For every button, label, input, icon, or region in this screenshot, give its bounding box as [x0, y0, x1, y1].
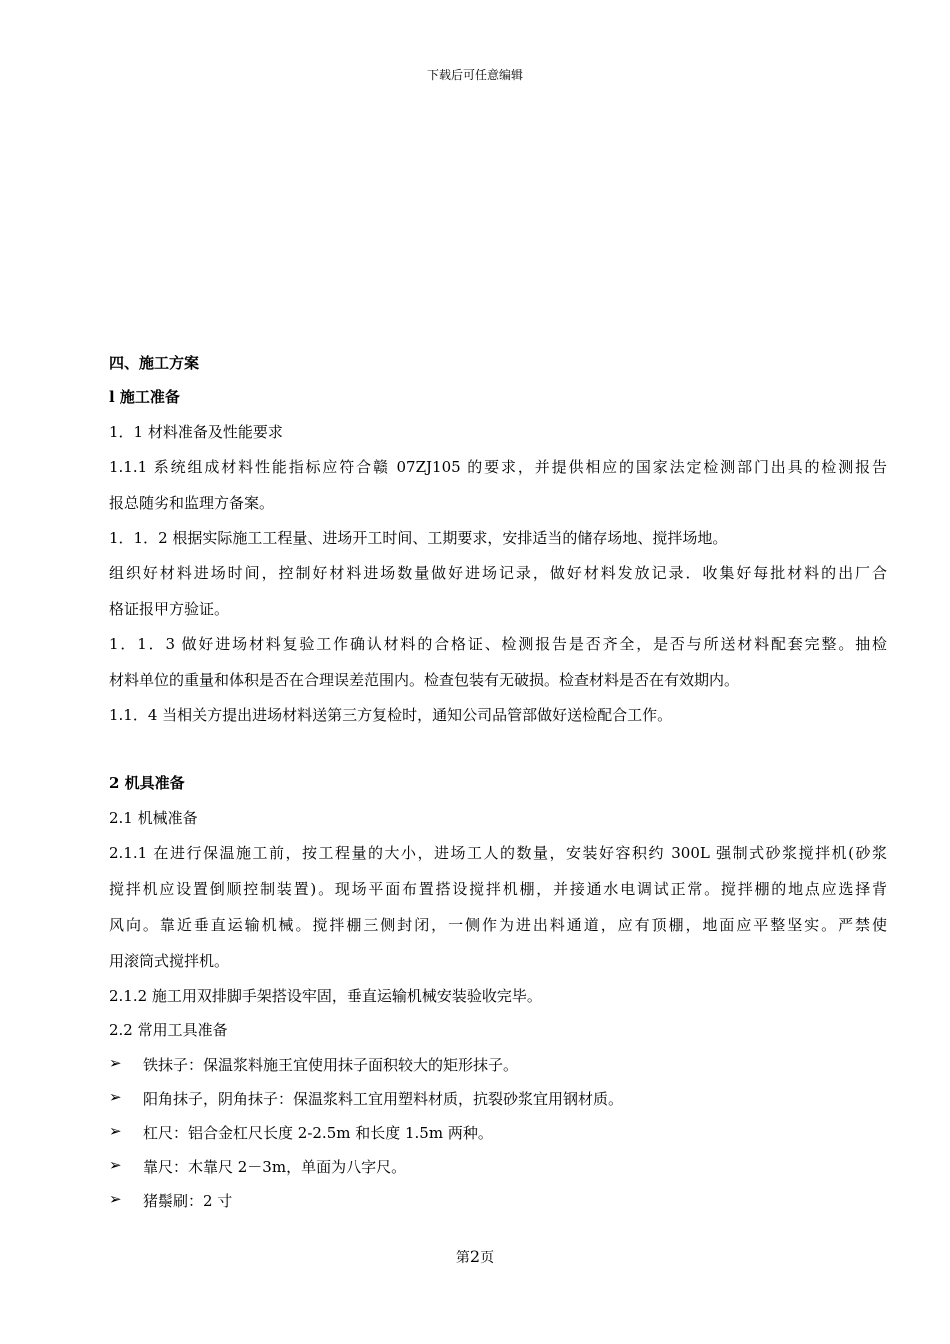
list-item-text: 杠尺：铝合金杠尺长度 2-2.5m 和长度 1.5m 两种。: [143, 1124, 493, 1142]
list-item: [109, 1122, 493, 1143]
paragraph-1-1-3-line-2: 材料单位的重量和体积是否在合理误差范围内。检查包装有无破损。检查材料是否在有效期内。: [109, 671, 740, 689]
section-heading-2: 2 机具准备: [109, 774, 185, 792]
paragraph-1-1-1-line-1: 1.1.1 系统组成材料性能指标应符合赣 07ZJ105 的要求，并提供相应的国家法定检测部门出具的检测报告: [109, 458, 887, 476]
arrow-bullet-icon: ➢: [109, 1122, 122, 1140]
paragraph-2-1-1-line-3: 风向。靠近垂直运输机械。搅拌棚三侧封闭，一侧作为进出料通道，应有顶棚，地面应平整坚实。严禁使: [109, 916, 887, 934]
subsection-heading-2-1: 2.1 机械准备: [109, 809, 198, 827]
subsection-heading-2-2: 2.2 常用工具准备: [109, 1021, 228, 1039]
page-number: 2: [469, 1247, 481, 1266]
section-heading-1: l 施工准备: [109, 388, 180, 406]
page-header: 下载后可任意编辑: [426, 68, 523, 82]
arrow-bullet-icon: ➢: [109, 1190, 122, 1208]
list-item: [109, 1088, 623, 1109]
list-item: [109, 1054, 518, 1075]
chapter-title: 四、施工方案: [109, 354, 200, 372]
paragraph-1-1-1-line-2: 报总随劣和监理方备案。: [109, 494, 275, 512]
paragraph-2-1-1-line-2: 搅拌机应设置倒顺控制装置)。现场平面布置搭设搅拌机棚，并接通水电调试正常。搅拌棚的地点应选择背: [109, 880, 887, 898]
list-item-text: 铁抹子：保温浆料施王宜使用抹子面积较大的矩形抹子。: [143, 1056, 519, 1074]
paragraph-1-1-2-line-2: 组织好材料进场时间，控制好材料进场数量做好进场记录，做好材料发放记录．收集好每批材料的出厂合: [109, 564, 887, 582]
list-item: [109, 1156, 406, 1177]
list-item: [109, 1190, 232, 1211]
paragraph-1-1-2-line-1: 1．1．2 根据实际施工工程量、进场开工时间、工期要求，安排适当的储存场地、搅拌场地。: [109, 529, 728, 547]
paragraph-1-1-2-line-3: 格证报甲方验证。: [109, 600, 230, 618]
page-number-prefix: 第: [455, 1250, 470, 1266]
page-number-suffix: 页: [480, 1250, 495, 1266]
list-item-text: 阳角抹子，阴角抹子：保温浆料工宜用塑料材质，抗裂砂浆宜用钢材质。: [143, 1090, 624, 1108]
paragraph-2-1-1-line-1: 2.1.1 在进行保温施工前，按工程量的大小，进场工人的数量，安装好容积约 300L 强制式砂浆搅拌机(砂浆: [109, 844, 887, 862]
arrow-bullet-icon: ➢: [109, 1156, 122, 1174]
paragraph-1-1-3-line-1: 1．1．3 做好进场材料复验工作确认材料的合格证、检测报告是否齐全，是否与所送材料配套完整。抽检: [109, 635, 887, 653]
arrow-bullet-icon: ➢: [109, 1088, 122, 1106]
list-item-text: 靠尺：木靠尺 2－3m，单面为八字尺。: [143, 1158, 407, 1176]
page-footer: [0, 1247, 950, 1267]
subsection-heading-1-1: 1．1 材料准备及性能要求: [109, 423, 283, 441]
list-item-text: 猪鬃刷：2 寸: [143, 1192, 233, 1210]
paragraph-2-1-2: 2.1.2 施工用双排脚手架搭设牢固，垂直运输机械安装验收完毕。: [109, 987, 542, 1005]
paragraph-1-1-4: 1.1．4 当相关方提出进场材料送第三方复检时，通知公司品管部做好送检配合工作。: [109, 706, 673, 724]
arrow-bullet-icon: ➢: [109, 1054, 122, 1072]
paragraph-2-1-1-line-4: 用滚筒式搅拌机。: [109, 952, 230, 970]
